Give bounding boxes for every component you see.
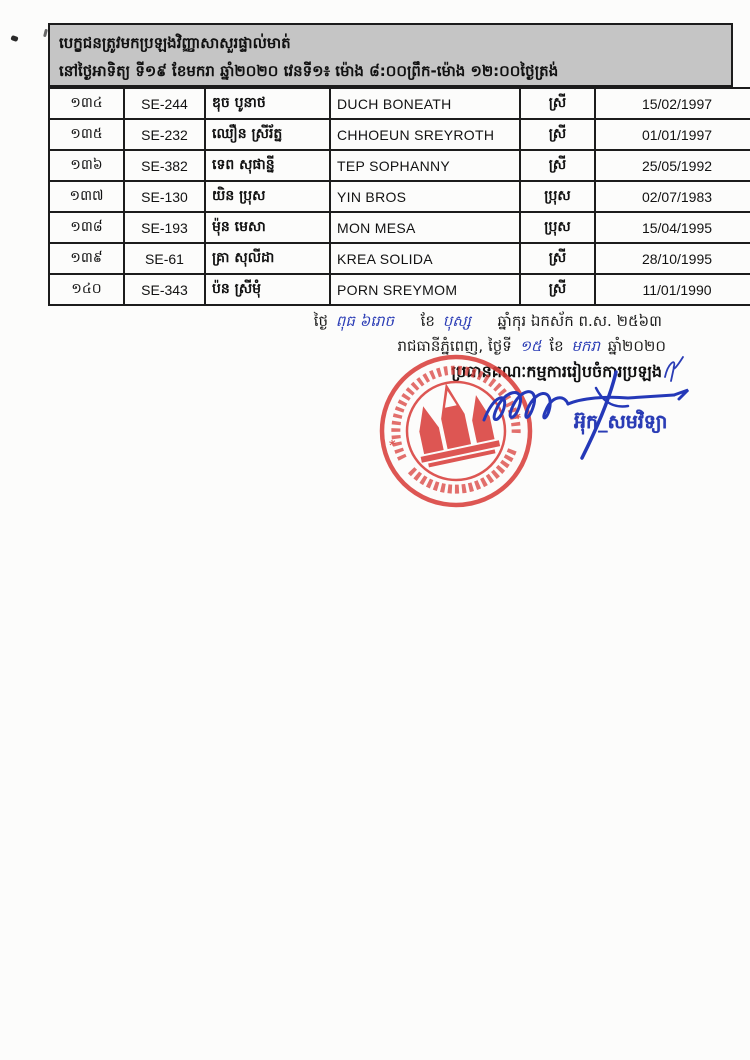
candidate-name-latin: TEP SOPHANNY [330,150,520,181]
candidate-name-latin: YIN BROS [330,181,520,212]
notice-line-2: នៅថ្ងៃអាទិត្យ ទី១៩ ខែមករា ឆ្នាំ២០២០ វេនទី១៖ ម៉ោង ៨:០០ព្រឹក-ម៉ោង ១២:០០ថ្ងៃត្រង់ [59,61,559,80]
lunar-date-suffix: ឆ្នាំកុរ ឯកស័ក ព.ស. ២៥៦៣ [497,312,662,330]
table-row [49,274,750,305]
table-row [49,243,750,274]
candidate-code: SE-244 [124,88,205,119]
table-row [49,212,750,243]
candidate-number: ១៣៤ [49,88,124,119]
candidate-code: SE-382 [124,150,205,181]
candidate-number: ១៣៧ [49,181,124,212]
candidate-code: SE-130 [124,181,205,212]
candidate-number: ១៣៩ [49,243,124,274]
handwritten-month: មករា [571,337,600,355]
candidates-table [48,87,750,306]
handwritten-day: ១៥ [519,337,542,355]
candidate-name-khmer: ឌុច បូនាថ [205,88,330,119]
candidate-dob: 11/01/1990 [595,274,750,305]
candidate-dob: 01/01/1997 [595,119,750,150]
candidate-code: SE-193 [124,212,205,243]
candidate-gender: ស្រី [520,88,595,119]
lunar-date-line [314,312,662,334]
month-label: ខែ [549,337,564,355]
candidate-name-latin: CHHOEUN SREYROTH [330,119,520,150]
candidate-code: SE-343 [124,274,205,305]
candidate-gender: ប្រុស [520,212,595,243]
candidate-name-khmer: គ្រា សុលីដា [205,243,330,274]
signatory-title: ប្រធានគណៈកម្មការរៀបចំការប្រឡង [451,362,662,381]
lunar-date-prefix: ថ្ងៃ [313,312,329,330]
candidate-number: ១៤០ [49,274,124,305]
table-row [49,181,750,212]
handwritten-lunar-day: ពុធ ៦រោច [335,312,395,330]
candidate-dob: 02/07/1983 [595,181,750,212]
candidate-name-khmer: ប៉ន ស្រីមុំ [205,274,330,305]
candidate-code: SE-61 [124,243,205,274]
candidate-name-khmer: ម៉ុន មេសា [205,212,330,243]
candidate-dob: 25/05/1992 [595,150,750,181]
issue-year: ឆ្នាំ២០២០ [607,337,666,355]
notice-line-1: បេក្ខជនត្រូវមកប្រឡងវិញ្ញាសាសួរផ្ទាល់មាត់ [59,34,291,52]
candidate-gender: ស្រី [520,150,595,181]
candidate-code: SE-232 [124,119,205,150]
candidate-name-khmer: ឈឿន ស្រីរ័ត្ន [205,119,330,150]
candidate-name-khmer: យិន ប្រុស [205,181,330,212]
candidate-gender: ស្រី [520,119,595,150]
candidate-dob: 15/04/1995 [595,212,750,243]
candidate-number: ១៣៥ [49,119,124,150]
handwritten-lunar-month: បុស្ស [442,312,471,330]
table-row [49,119,750,150]
signatory-name: អ៊ុក_សមវិទ្យា [574,411,668,433]
candidate-gender: ស្រី [520,243,595,274]
candidate-name-khmer: ទេព សុផាន្នី [205,150,330,181]
candidate-gender: ប្រុស [520,181,595,212]
candidate-dob: 15/02/1997 [595,88,750,119]
candidate-name-latin: KREA SOLIDA [330,243,520,274]
candidate-number: ១៣៨ [49,212,124,243]
issue-date-prefix: រាជធានីភ្នំពេញ, ថ្ងៃទី [397,337,512,355]
table-row [49,150,750,181]
notice-header [48,23,733,87]
candidate-name-latin: MON MESA [330,212,520,243]
candidate-name-latin: DUCH BONEATH [330,88,520,119]
svg-text:*: * [388,437,399,454]
scan-artifact-speck [10,35,18,42]
month-label: ខែ [420,312,435,330]
table-row [49,88,750,119]
candidate-number: ១៣៦ [49,150,124,181]
candidate-name-latin: PORN SREYMOM [330,274,520,305]
candidate-gender: ស្រី [520,274,595,305]
candidate-dob: 28/10/1995 [595,243,750,274]
svg-text:*: * [513,411,524,428]
